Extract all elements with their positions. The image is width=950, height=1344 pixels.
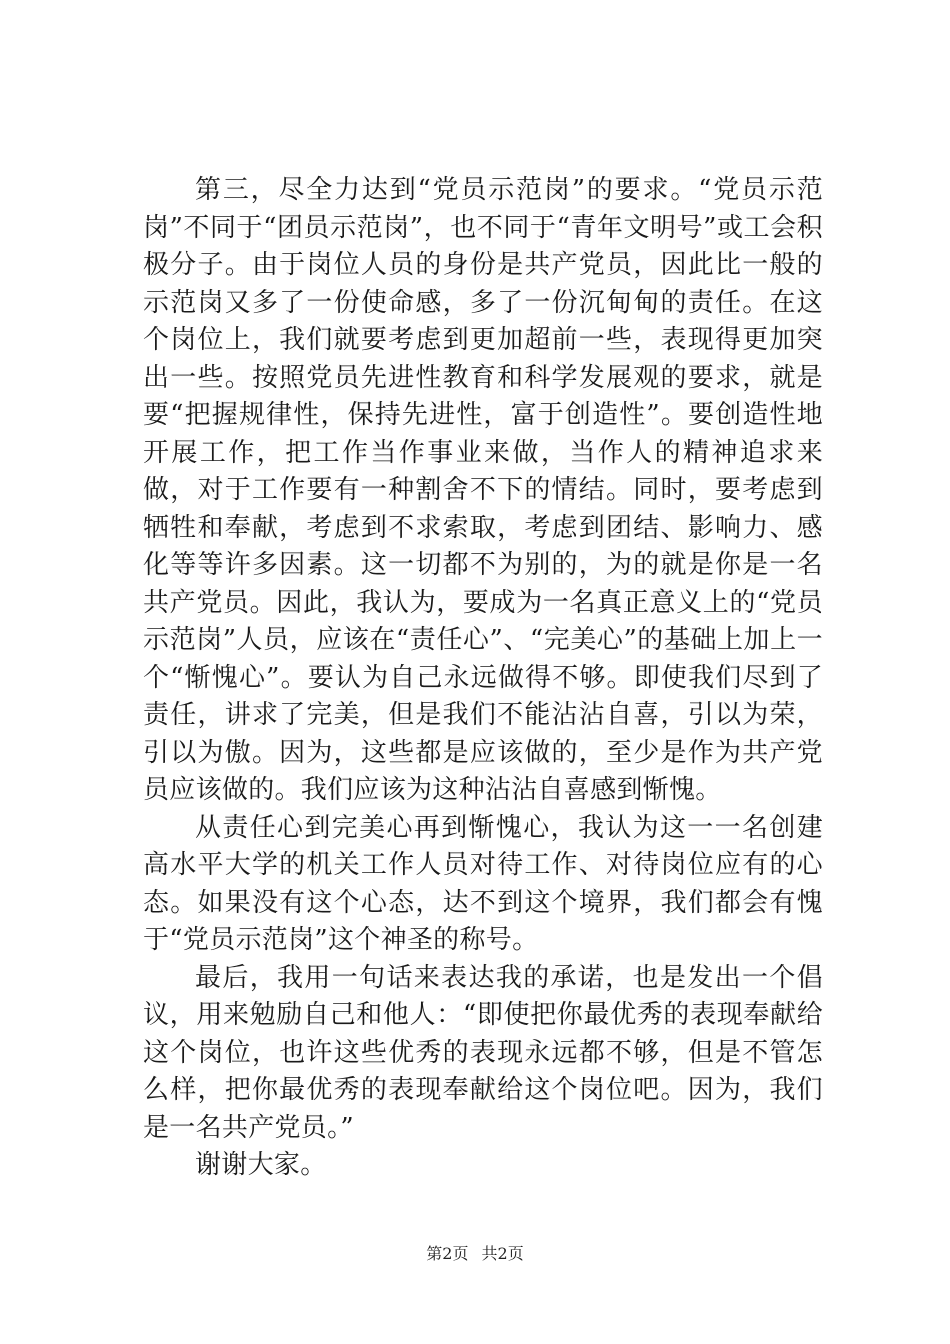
page-number: 第2页 <box>426 1244 469 1263</box>
page-total: 共2页 <box>481 1244 524 1263</box>
paragraph-closing-pledge: 最后，我用一句话来表达我的承诺，也是发出一个倡议，用来勉励自己和他人：“即使把你最优秀的表现奉献给这个岗位，也许这些优秀的表现永远都不够，但是不管怎么样，把你最优秀的表现奉献给这个岗位吧。因为，我们是一名共产党员。” <box>143 962 823 1143</box>
paragraph-thanks: 谢谢大家。 <box>195 1150 327 1180</box>
paragraph-third-point: 第三，尽全力达到“党员示范岗”的要求。“党员示范岗”不同于“团员示范岗”，也不同于“青年文明号”或工会积极分子。由于岗位人员的身份是共产党员，因此比一般的示范岗又多了一份使命感，多了一份沉甸甸的责任。在这个岗位上，我们就要考虑到更加超前一些，表现得更加突出一些。按照党员先进性教育和科学发展观的要求，就是要“把握规律性，保持先进性，富于创造性”。要创造性地开展工作，把工作当作事业来做，当作人的精神追求来做，对于工作要有一种割舍不下的情结。同时，要考虑到牺牲和奉献，考虑到不求索取，考虑到团结、影响力、感化等等许多因素。这一切都不为别的，为的就是你是一名共产党员。因此，我认为，要成为一名真正意义上的“党员示范岗”人员，应该在“责任心”、“完美心”的基础上加上一个“惭愧心”。要认为自己永远做得不够。即使我们尽到了责任，讲求了完美，但是我们不能沾沾自喜，引以为荣，引以为傲。因为，这些都是应该做的，至少是作为共产党员应该做的。我们应该为这种沾沾自喜感到惭愧。 <box>143 175 823 805</box>
document-body <box>143 172 823 1185</box>
paragraph-mindset: 从责任心到完美心再到惭愧心，我认为这一一名创建高水平大学的机关工作人员对待工作、对待岗位应有的心态。如果没有这个心态，达不到这个境界，我们都会有愧于“党员示范岗”这个神圣的称号。 <box>143 812 823 955</box>
page-footer <box>0 1242 950 1266</box>
